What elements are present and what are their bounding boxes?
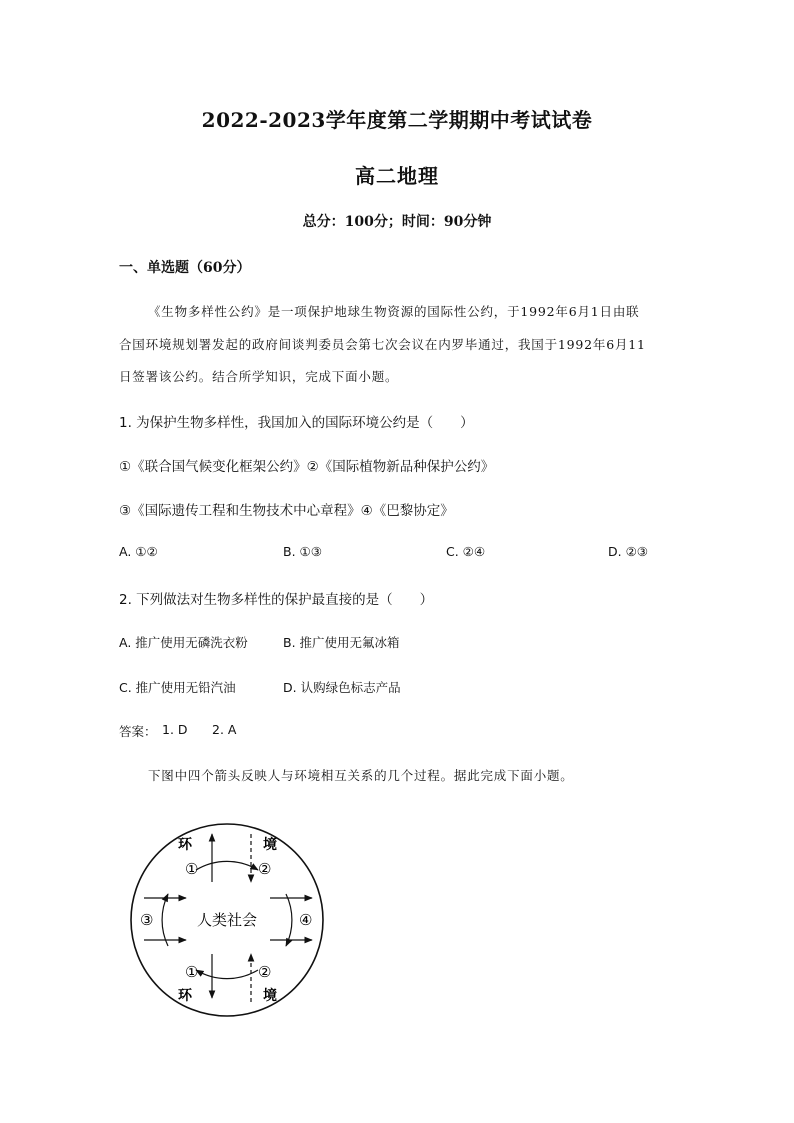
q1-option-a: A. ①② (119, 544, 158, 559)
env-label-left-top: 环 (178, 837, 192, 853)
label-2-top: ② (258, 860, 272, 878)
label-1-bottom: ① (185, 963, 199, 981)
exam-meta: 总分：100分；时间：90分钟 (302, 214, 492, 230)
q1-option-b: B. ①③ (283, 544, 322, 559)
label-3: ③ (140, 911, 154, 929)
q1-option-c: C. ②④ (446, 544, 486, 559)
q2-option-d: D. 认购绿色标志产品 (283, 680, 401, 695)
q2-option-b: B. 推广使用无氟冰箱 (283, 635, 400, 650)
inner-arc-top (196, 861, 258, 870)
answer-2: 2. A (212, 722, 237, 737)
section-heading: 一、单选题（60分） (119, 260, 251, 276)
env-label-left-bottom: 环 (178, 988, 192, 1004)
q1-items-line2: ③《国际遗传工程和生物技术中心章程》④《巴黎协定》 (119, 503, 454, 519)
label-2-bottom: ② (258, 963, 272, 981)
q2-option-a: A. 推广使用无磷洗衣粉 (119, 635, 248, 650)
label-1-top: ① (185, 860, 199, 878)
human-environment-diagram (122, 822, 332, 1032)
passage1-line1: 《生物多样性公约》是一项保护地球生物资源的国际性公约，于1992年6月1日由联 (148, 304, 640, 319)
passage2-line1: 下图中四个箭头反映人与环境相互关系的几个过程。据此完成下面小题。 (148, 768, 574, 783)
answers-label: 答案： (119, 724, 157, 739)
passage1-line3: 日签署该公约。结合所学知识，完成下面小题。 (119, 369, 399, 384)
exam-title: 2022-2023学年度第二学期期中考试试卷 (201, 108, 593, 132)
answer-1: 1. D (162, 722, 188, 737)
q1-stem: 1. 为保护生物多样性，我国加入的国际环境公约是（ ） (119, 415, 474, 431)
center-label: 人类社会 (196, 911, 258, 929)
q2-stem: 2. 下列做法对生物多样性的保护最直接的是（ ） (119, 592, 434, 608)
passage1-line2: 合国环境规划署发起的政府间谈判委员会第七次会议在内罗毕通过，我国于1992年6月11 (119, 337, 646, 352)
inner-arc-right (286, 894, 292, 946)
q1-option-d: D. ②③ (608, 544, 648, 559)
env-label-right-bottom: 境 (263, 988, 277, 1004)
q2-option-c: C. 推广使用无铅汽油 (119, 680, 236, 695)
inner-arc-left (162, 894, 168, 946)
label-4: ④ (299, 911, 313, 929)
q1-items-line1: ①《联合国气候变化框架公约》②《国际植物新品种保护公约》 (119, 459, 495, 475)
inner-arc-bottom (196, 970, 258, 979)
env-label-right-top: 境 (263, 837, 277, 853)
exam-subject: 高二地理 (355, 164, 439, 188)
